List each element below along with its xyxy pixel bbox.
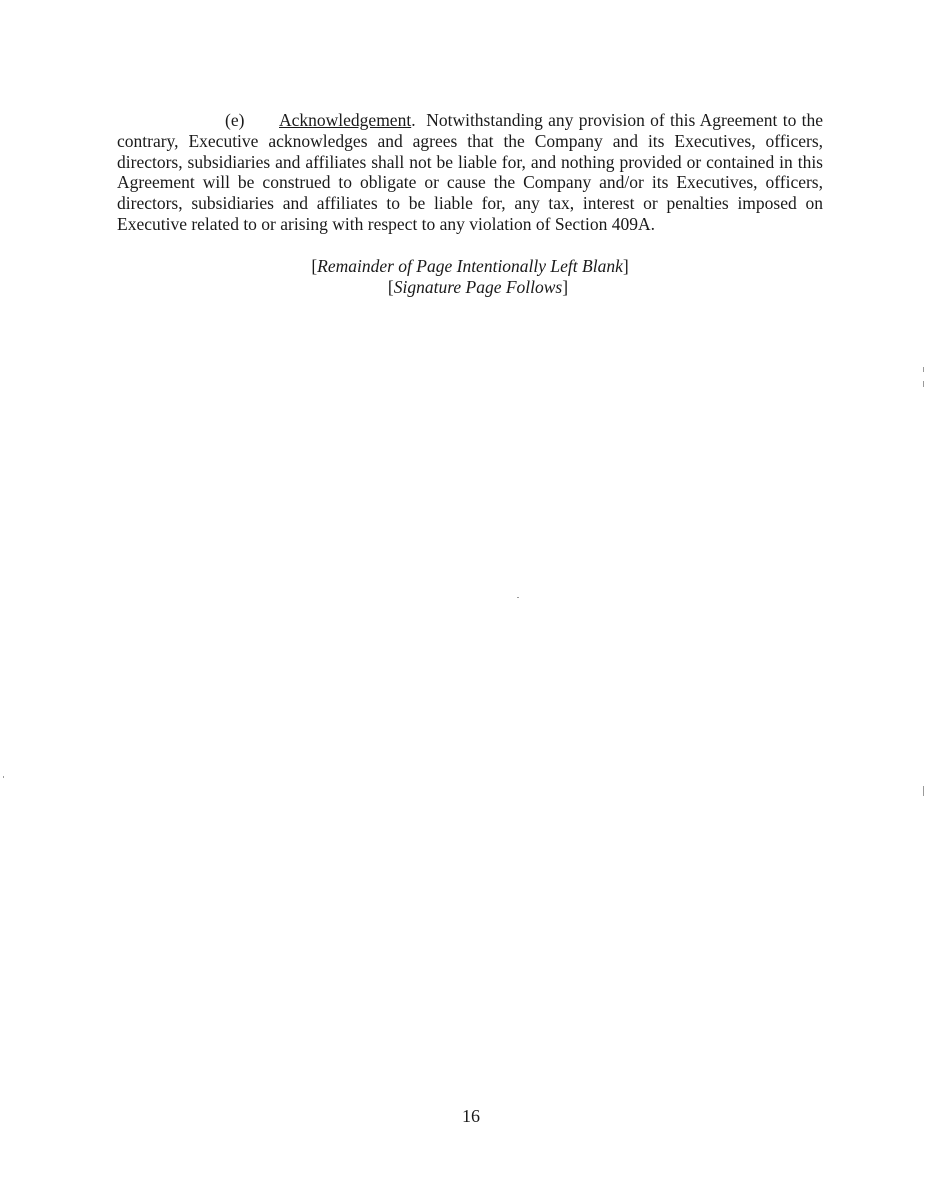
scan-artifact <box>923 367 924 372</box>
scan-artifact <box>923 381 924 387</box>
clause-e-paragraph <box>117 110 823 235</box>
scan-artifact <box>3 776 4 778</box>
clause-heading-punctuation: . <box>411 110 416 130</box>
signature-notice-text: Signature Page Follows <box>393 276 563 297</box>
scan-artifact <box>517 597 519 598</box>
clause-number: (e) <box>225 110 245 130</box>
signature-notice: [Signature Page Follows] <box>387 276 569 297</box>
remainder-notice: [Remainder of Page Intentionally Left Blank] <box>311 256 629 276</box>
clause-body: Notwithstanding any provision of this Agreement to the contrary, Executive acknowledges and agrees that the Company and its Executives, officers, directors, subsidiaries and affiliates shall not be liable for, and nothing provided or contained in this Agreement will be construed to obligate or cause the Company and/or its Executives, officers, directors, subsidiaries and affiliates to be liable for, any tax, interest or penalties imposed on Executive related to or arising with respect to any violation of Section 409A. <box>117 110 823 234</box>
scan-artifact <box>923 786 924 796</box>
page-notice <box>117 256 823 297</box>
page-number: 16 <box>462 1106 480 1126</box>
remainder-notice-text: Remainder of Page Intentionally Left Blank <box>317 256 623 276</box>
clause-heading: Acknowledgement <box>279 110 412 130</box>
